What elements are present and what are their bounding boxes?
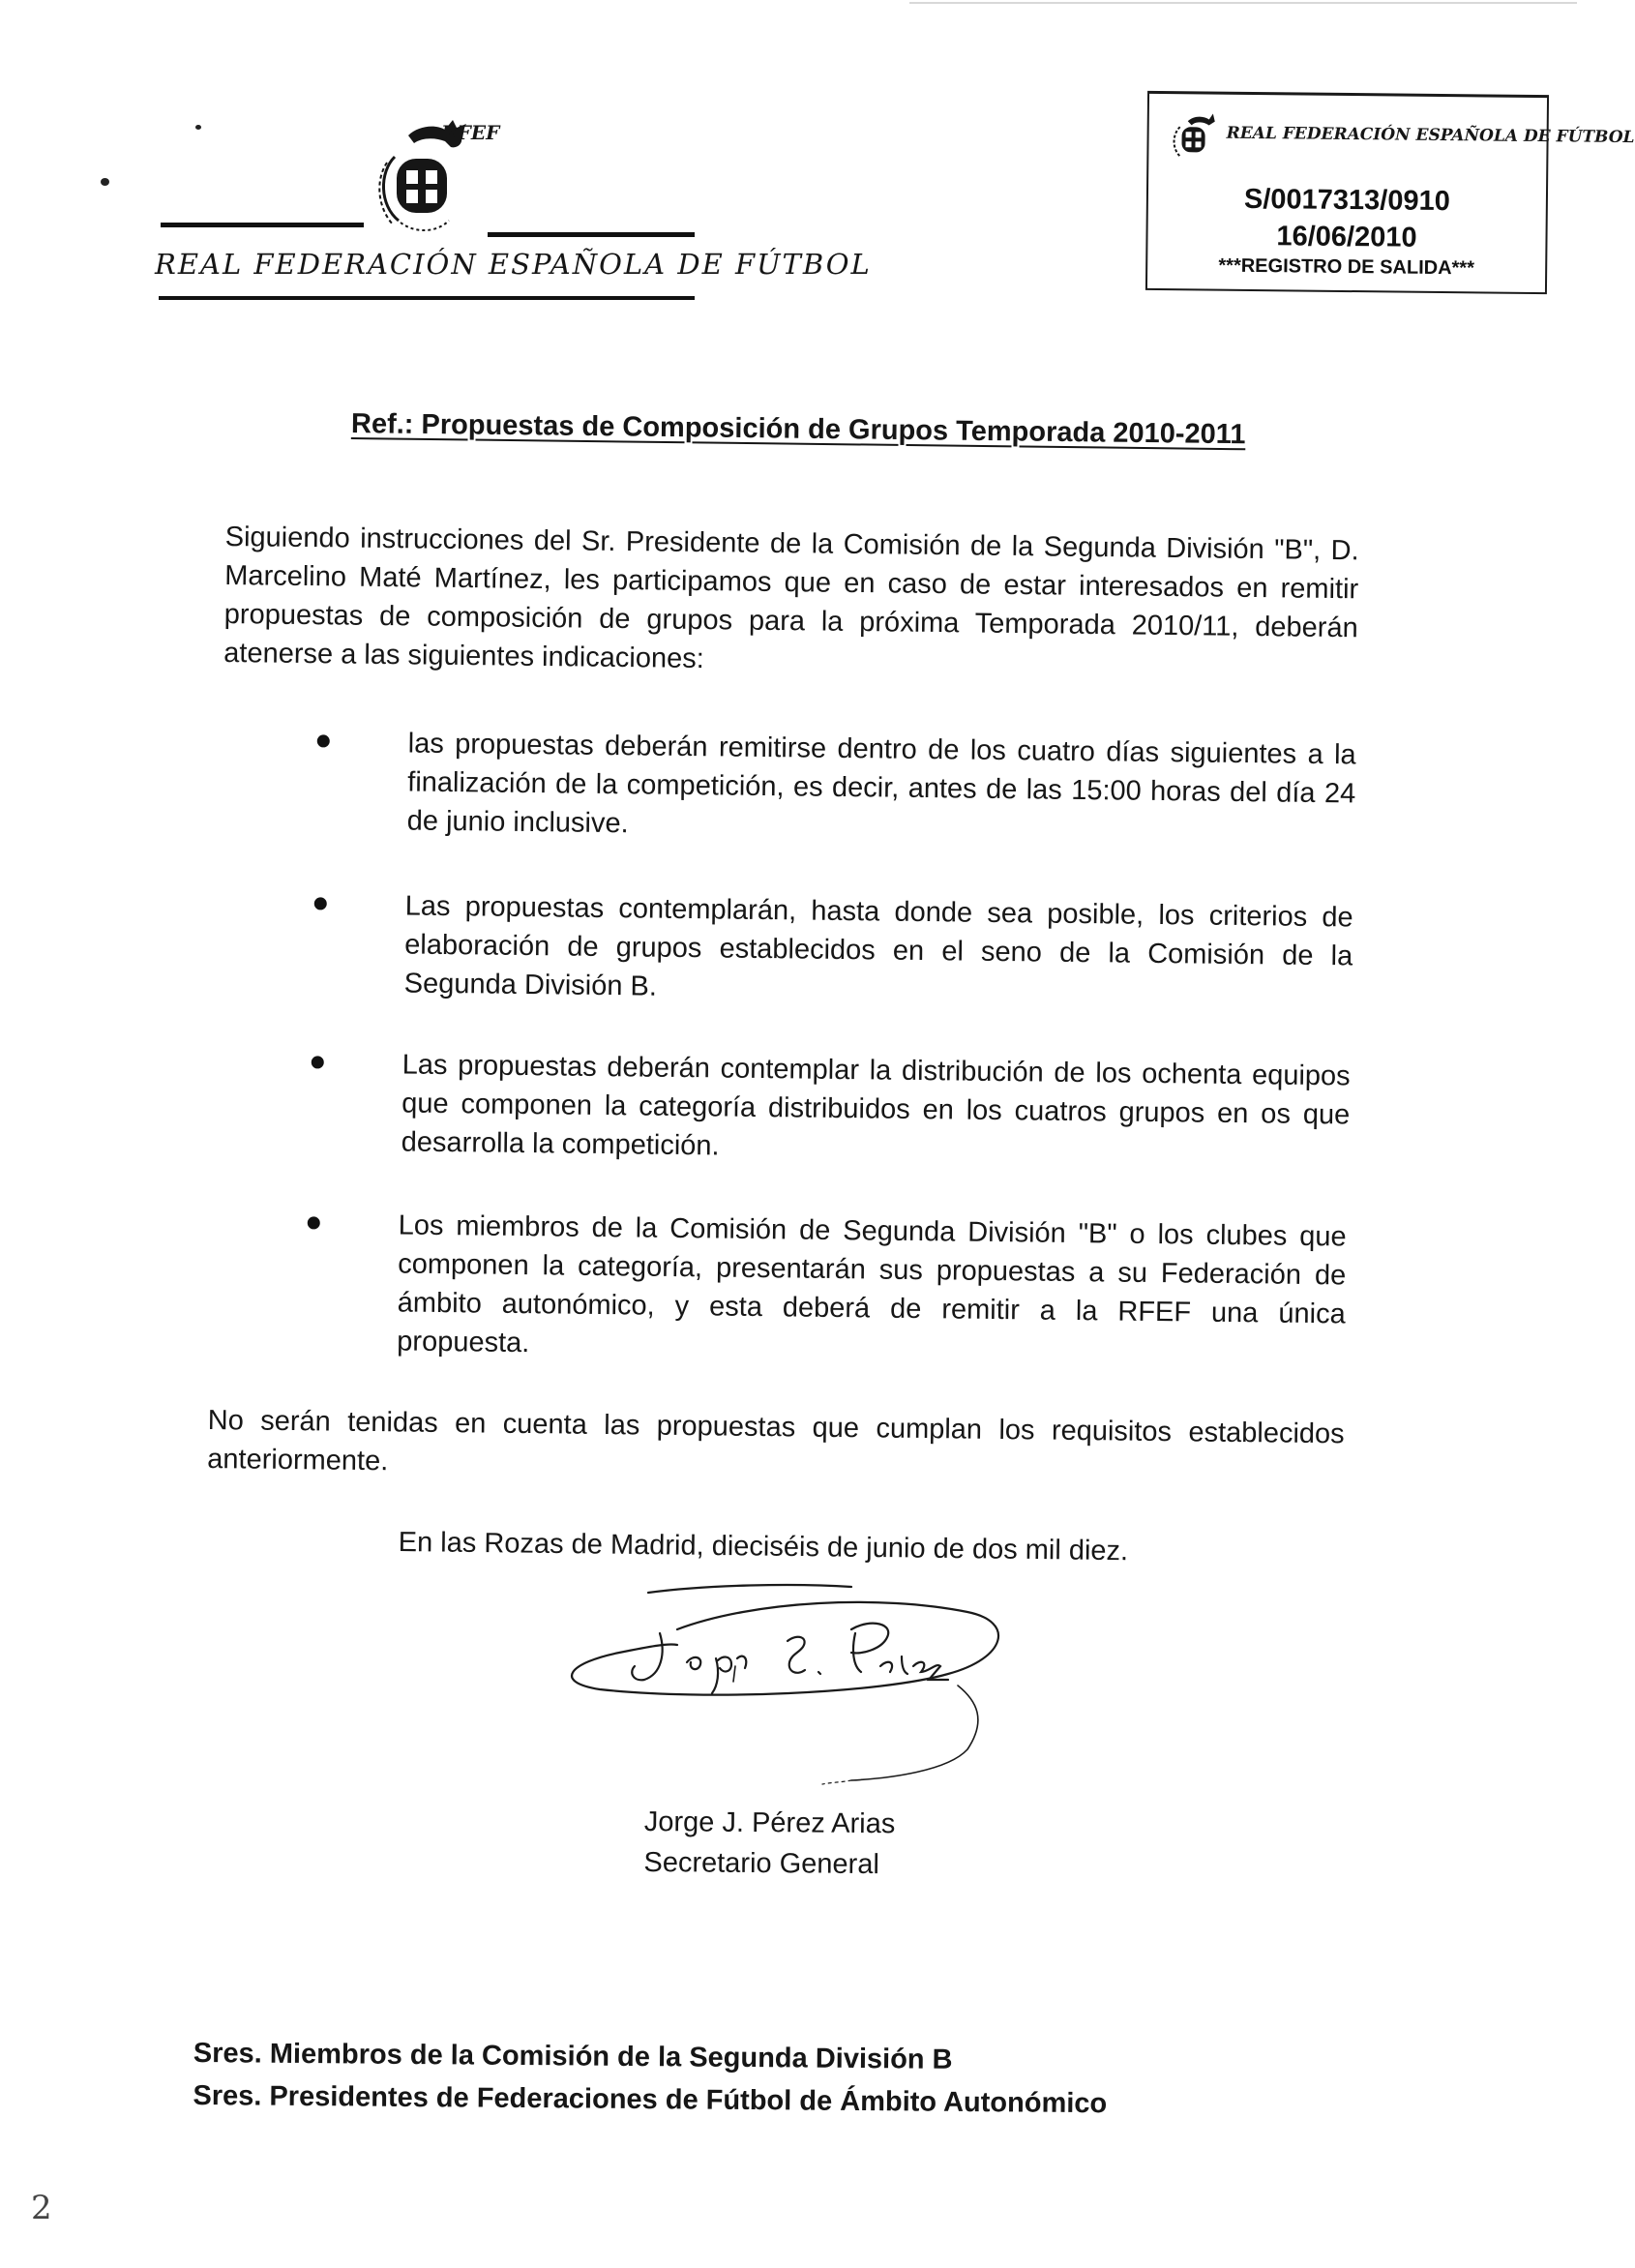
letterhead-rule — [488, 232, 695, 237]
page-number: 2 — [31, 2189, 52, 2227]
letterhead-organization: REAL FEDERACIÓN ESPAÑOLA DE FÚTBOL — [155, 248, 872, 281]
stamp-date: 16/06/2010 — [1276, 221, 1417, 254]
recipient-line: Sres. Miembros de la Comisión de la Segunda División B — [193, 2037, 953, 2075]
closing-paragraph: No serán tenidas en cuenta las propuestas que cumplan los requisitos establecidos anteriormente. — [207, 1404, 1345, 1477]
scan-edge — [909, 2, 1577, 4]
bullet-text: Los miembros de la Comisión de Segunda División "B" o los clubes que componen la categoría, presentarán sus propuestas a su Federación de ámbito autonómico, y esta deberá de remitir a la RFEF una única propuesta. — [397, 1209, 1347, 1359]
stamp-registry-type: ***REGISTRO DE SALIDA*** — [1218, 254, 1475, 280]
bullet-item — [290, 723, 1364, 840]
stamp-registry-number: S/0017313/0910 — [1243, 183, 1451, 218]
reference-heading: Ref.: Propuestas de Composición de Grupos Temporada 2010-2011 — [350, 408, 1246, 451]
recipient-line: Sres. Presidentes de Federaciones de Fútbol de Ámbito Autonómico — [193, 2079, 1108, 2120]
letterhead-rule — [159, 296, 695, 300]
registry-stamp — [1145, 91, 1635, 294]
bullet-icon — [308, 1216, 320, 1229]
handwritten-signature — [561, 1566, 1016, 1798]
bullet-item — [281, 1205, 1354, 1359]
bullet-icon — [312, 1056, 324, 1068]
bullet-text: las propuestas deberán remitirse dentro de los cuatro días siguientes a la finalización de la competición, es decir, antes de las 15:00 horas del día 24 de junio inclusive. — [406, 728, 1356, 840]
scan-speck — [101, 178, 109, 186]
signatory-name: Jorge J. Pérez Arias — [643, 1805, 896, 1840]
intro-paragraph: Siguiendo instrucciones del Sr. Presidente de la Comisión de la Segunda División "B", D. Marcelino Maté Martínez, les participamos que en caso de estar interesados en remitir propuestas de composición de grupos para la próxima Temporada 2010/11, deberán atenerse a las siguientes indicaciones: — [223, 521, 1359, 675]
bullet-item — [287, 885, 1361, 1002]
bullet-text: Las propuestas deberán contemplar la distribución de los ochenta equipos que componen la categoría distribuidos en los cuatros grupos en os que desarrolla la competición. — [401, 1049, 1351, 1162]
recipients — [193, 2032, 1108, 2125]
bullet-text: Las propuestas contemplarán, hasta donde sea posible, los criterios de elaboración de grupos establecidos en el seno de la Comisión de la Segunda División B. — [403, 890, 1353, 1002]
crest-letters: RFEF — [441, 121, 500, 144]
bullet-icon — [317, 734, 330, 747]
bullet-item — [284, 1044, 1358, 1162]
rfef-crest-icon — [358, 116, 500, 242]
signatory-title: Secretario General — [643, 1846, 879, 1881]
stamp-organization: REAL FEDERACIÓN ESPAÑOLA DE FÚTBOL — [1226, 123, 1635, 148]
signatory — [643, 1802, 895, 1885]
letterhead-rule — [161, 223, 364, 227]
letterhead — [155, 116, 872, 319]
bullet-icon — [314, 897, 327, 910]
stamp-crest-icon — [1166, 109, 1219, 163]
place-date: En las Rozas de Madrid, dieciséis de junio de dos mil diez. — [398, 1526, 1129, 1567]
